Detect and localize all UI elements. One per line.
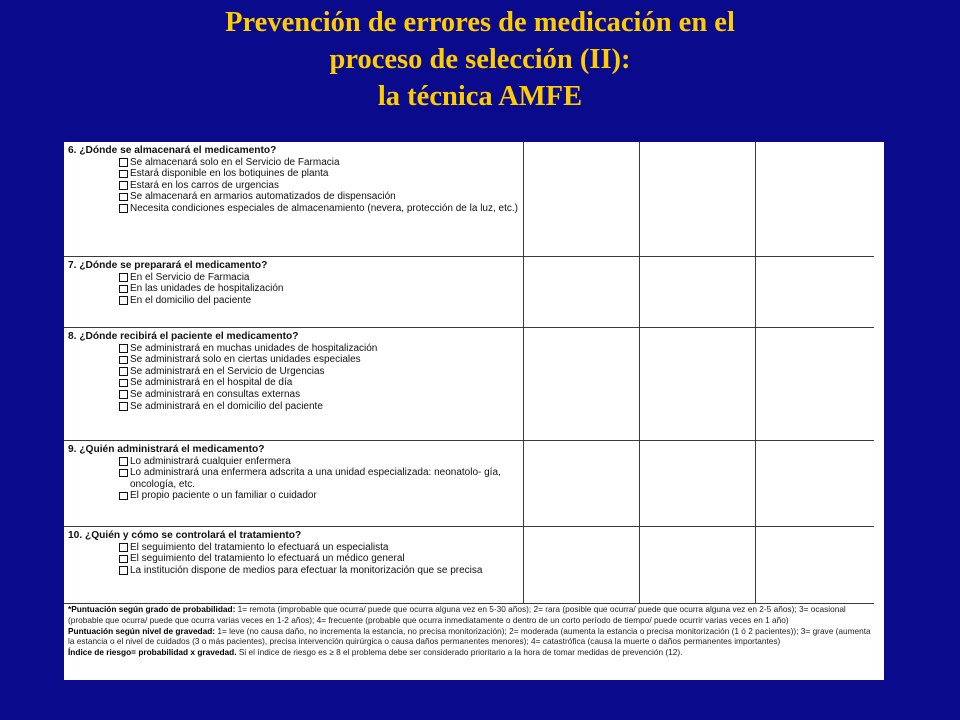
option-label: Se administrará en el domicilio del paciente [130,400,323,412]
checkbox[interactable] [119,402,128,411]
checkbox[interactable] [119,555,128,564]
checkbox[interactable] [119,356,128,365]
option-item [68,467,523,490]
checkbox[interactable] [119,492,128,501]
slide-title [0,4,960,115]
option-item [68,377,523,389]
option-item [68,343,523,355]
option-label: Se almacenará en armarios automatizados de dispensación [130,191,396,203]
question-section-9 [68,444,523,502]
checkbox[interactable] [119,457,128,466]
question-label: 7. ¿Dónde se preparará el medicamento? [68,260,268,271]
option-label: Estará disponible en los botiquines de planta [130,168,329,180]
option-label: Se administrará en el Servicio de Urgencias [130,365,325,377]
checkbox[interactable] [119,344,128,353]
option-item [68,490,523,502]
row-divider [64,526,874,527]
question-section-8 [68,331,523,412]
option-label: En el Servicio de Farmacia [130,271,250,283]
column-divider [639,142,640,604]
option-label: Estará en los carros de urgencias [130,179,279,191]
checkbox[interactable] [119,158,128,167]
checkbox[interactable] [119,193,128,202]
option-label: El propio paciente o un familiar o cuidador [130,490,317,502]
title-line-3: la técnica AMFE [377,81,583,112]
checkbox[interactable] [119,469,128,478]
option-item [68,295,523,307]
option-label: El seguimiento del tratamiento lo efectuará un médico general [130,553,405,565]
option-label: Necesita condiciones especiales de almacenamiento (nevera, protección de la luz, etc.) [130,202,518,214]
amfe-form-sheet [64,142,884,680]
option-label: En el domicilio del paciente [130,294,252,306]
footnote [68,604,874,658]
option-label: La institución dispone de medios para efectuar la monitorización que se precisa [130,564,483,576]
option-item [68,366,523,378]
checkbox[interactable] [119,390,128,399]
checkbox[interactable] [119,379,128,388]
option-label: Lo administrará cualquier enfermera [130,455,291,467]
row-divider [64,327,874,328]
option-item [68,203,523,215]
option-item [68,168,523,180]
severity-score-label: Puntuación según nivel de gravedad: [68,625,216,636]
checkbox[interactable] [119,170,128,179]
question-section-6 [68,145,523,215]
option-item [68,456,523,468]
checkbox[interactable] [119,204,128,213]
question-section-10 [68,530,523,576]
row-divider [64,256,874,257]
question-label: 6. ¿Dónde se almacenará el medicamento? [68,145,277,156]
checkbox[interactable] [119,296,128,305]
option-item [68,542,523,554]
option-label: Lo administrará una enfermera adscrita a una unidad especializada: neonatolo- gía, oncología, etc. [130,467,501,490]
title-line-2: proceso de selección (II): [329,44,631,75]
title-line-1: Prevención de errores de medicación en el [225,7,735,38]
probability-score-label: *Puntuación según grado de probabilidad: [68,604,236,614]
option-item [68,389,523,401]
checkbox[interactable] [119,273,128,282]
severity-score-text: 1= leve (no causa daño, no incrementa la estancia, no precisa monitorización); 2= moderada (aumenta la estancia o precisa monitorización (1 ó 2 pacientes)); 3= grave (aumenta la estancia o el nivel de cuidados (3 o más pacientes), precisa intervención quirúrgica o causa daños permanentes menores); 4= catastrófica (causa la muerte o daños permanentes importantes) [68,625,871,647]
row-divider [64,440,874,441]
option-label: En las unidades de hospitalización [130,283,284,295]
risk-index-label: Índice de riesgo= probabilidad x gravedad. [68,647,237,658]
question-label: 10. ¿Quién y cómo se controlará el tratamiento? [68,530,302,541]
option-item [68,565,523,577]
option-item [68,157,523,169]
checkbox[interactable] [119,566,128,575]
option-label: Se administrará en muchas unidades de hospitalización [130,342,378,354]
checkbox[interactable] [119,543,128,552]
risk-index-text: Si el índice de riesgo es ≥ 8 el problema debe ser considerado prioritario a la hora de tomar medidas de prevención (12). [238,647,683,658]
question-label: 8. ¿Dónde recibirá el paciente el medicamento? [68,331,299,342]
option-item [68,180,523,192]
checkbox[interactable] [119,181,128,190]
option-label: Se almacenará solo en el Servicio de Farmacia [130,156,340,168]
option-item [68,283,523,295]
checkbox[interactable] [119,367,128,376]
option-item [68,401,523,413]
option-item [68,272,523,284]
option-label: Se administrará en consultas externas [130,388,301,400]
checkbox[interactable] [119,285,128,294]
option-item [68,354,523,366]
option-label: Se administrará en el hospital de día [130,377,293,389]
question-section-7 [68,260,523,306]
option-label: El seguimiento del tratamiento lo efectuará un especialista [130,541,389,553]
option-item [68,553,523,565]
question-label: 9. ¿Quién administrará el medicamento? [68,444,265,455]
column-divider [755,142,756,604]
option-label: Se administrará solo en ciertas unidades especiales [130,354,361,366]
probability-score-text: 1= remota (improbable que ocurra/ puede que ocurra alguna vez en 5-30 años); 2= rara (posible que ocurra/ puede que ocurra alguna vez en 2-5 años); 3= ocasional (probable que ocurra/ puede que ocurra varias veces en 1-2 años); 4= frecuente (probable que ocurra inmediatamente o dentro de un corto período de tiempo/ puede ocurrir varias veces en 1 año) [68,604,846,625]
option-item [68,191,523,203]
column-divider [523,142,524,604]
